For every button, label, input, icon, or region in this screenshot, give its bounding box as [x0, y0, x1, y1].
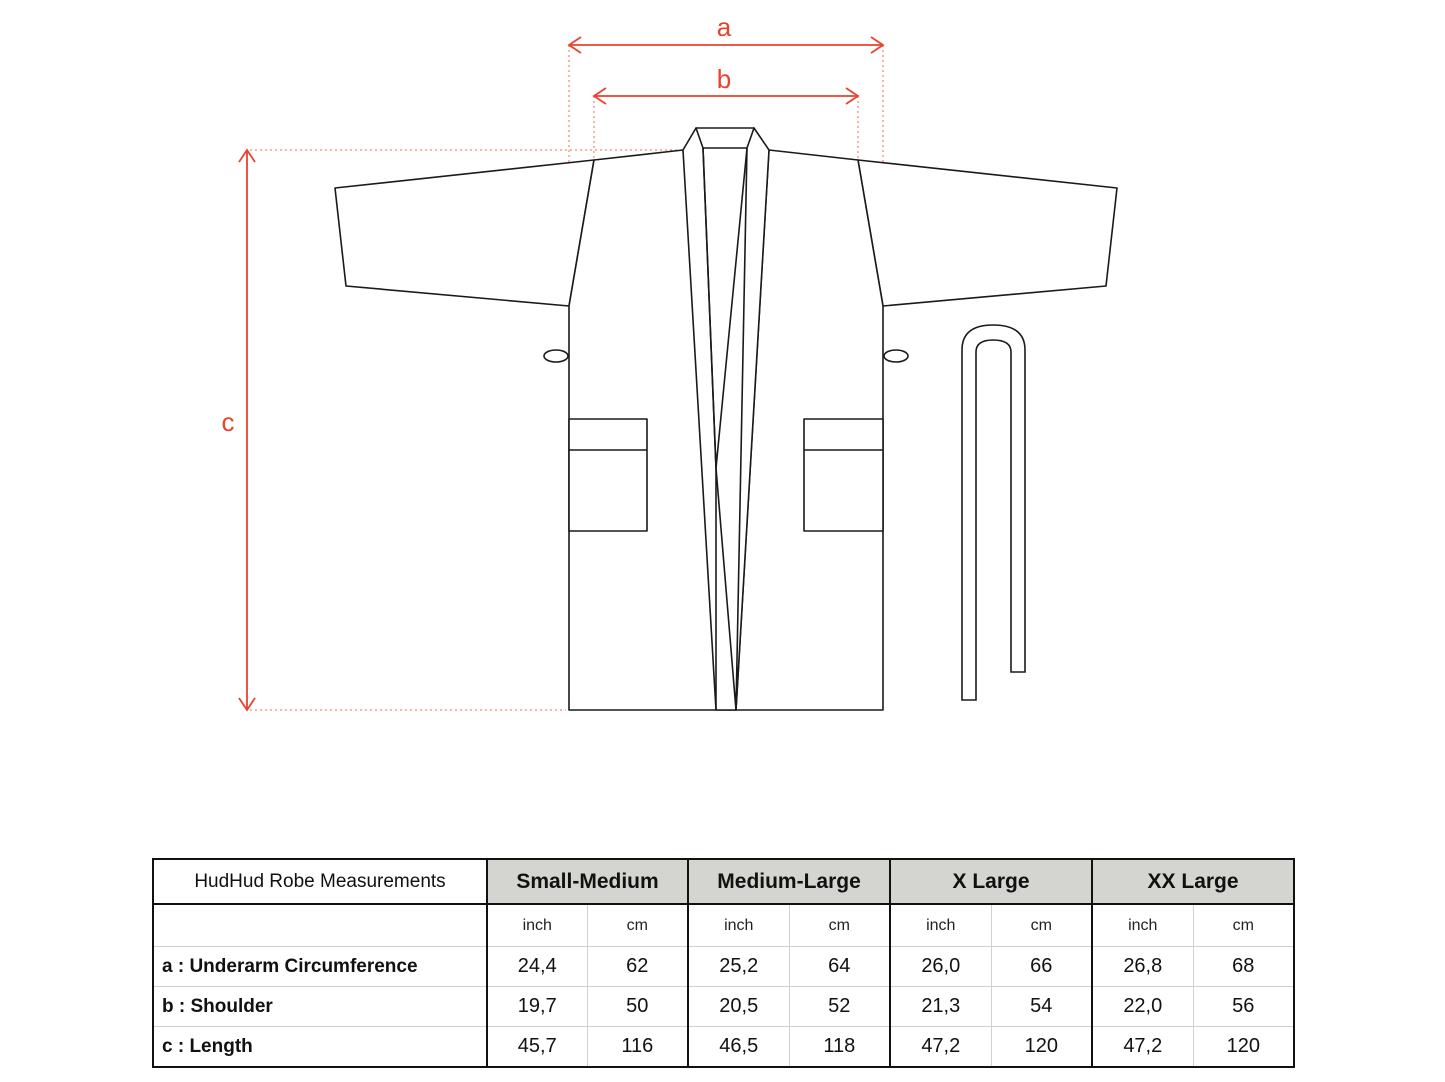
table-cell: 24,4 — [487, 947, 587, 987]
table-cell: 22,0 — [1092, 987, 1193, 1027]
left-sleeve — [335, 160, 594, 306]
unit-cm: cm — [1193, 904, 1294, 947]
table-cell: 26,8 — [1092, 947, 1193, 987]
table-row — [153, 987, 1294, 1027]
table-cell: 19,7 — [487, 987, 587, 1027]
size-header-x-large: X Large — [890, 859, 1092, 904]
dimension-b-label: b — [716, 64, 732, 94]
units-row-label — [153, 904, 487, 947]
table-title: HudHud Robe Measurements — [153, 859, 487, 904]
dimension-c-label: c — [221, 407, 235, 437]
unit-cm: cm — [991, 904, 1092, 947]
belt — [962, 325, 1025, 700]
row-label: c : Length — [153, 1027, 487, 1068]
right-sleeve — [858, 160, 1117, 306]
table-cell: 66 — [991, 947, 1092, 987]
left-belt-loop — [544, 350, 568, 362]
table-cell: 25,2 — [688, 947, 789, 987]
table-cell: 47,2 — [1092, 1027, 1193, 1068]
measurements-table — [152, 858, 1295, 1068]
right-belt-loop — [884, 350, 908, 362]
table-cell: 54 — [991, 987, 1092, 1027]
table-cell: 120 — [1193, 1027, 1294, 1068]
table-cell: 20,5 — [688, 987, 789, 1027]
size-header-small-medium: Small-Medium — [487, 859, 688, 904]
table-cell: 50 — [587, 987, 688, 1027]
right-pocket — [804, 419, 883, 531]
unit-cm: cm — [587, 904, 688, 947]
table-cell: 52 — [789, 987, 890, 1027]
size-header-xx-large: XX Large — [1092, 859, 1294, 904]
table-cell: 21,3 — [890, 987, 991, 1027]
collar-back — [696, 128, 754, 148]
table-cell: 46,5 — [688, 1027, 789, 1068]
size-header-medium-large: Medium-Large — [688, 859, 890, 904]
table-row — [153, 1027, 1294, 1068]
units-row — [153, 904, 1294, 947]
table-cell: 118 — [789, 1027, 890, 1068]
row-label: b : Shoulder — [153, 987, 487, 1027]
table-cell: 47,2 — [890, 1027, 991, 1068]
row-label: a : Underarm Circumference — [153, 947, 487, 987]
table-cell: 116 — [587, 1027, 688, 1068]
dimension-c-arrow — [239, 150, 255, 710]
table-cell: 120 — [991, 1027, 1092, 1068]
table-header-row — [153, 859, 1294, 904]
table-cell: 68 — [1193, 947, 1294, 987]
robe-outline — [335, 128, 1117, 710]
unit-inch: inch — [1092, 904, 1193, 947]
unit-inch: inch — [688, 904, 789, 947]
unit-inch: inch — [487, 904, 587, 947]
left-pocket — [569, 419, 647, 531]
unit-cm: cm — [789, 904, 890, 947]
table-cell: 45,7 — [487, 1027, 587, 1068]
table-cell: 62 — [587, 947, 688, 987]
table-cell: 56 — [1193, 987, 1294, 1027]
table-row — [153, 947, 1294, 987]
dimension-a-label: a — [716, 12, 732, 42]
table-cell: 26,0 — [890, 947, 991, 987]
unit-inch: inch — [890, 904, 991, 947]
table-cell: 64 — [789, 947, 890, 987]
